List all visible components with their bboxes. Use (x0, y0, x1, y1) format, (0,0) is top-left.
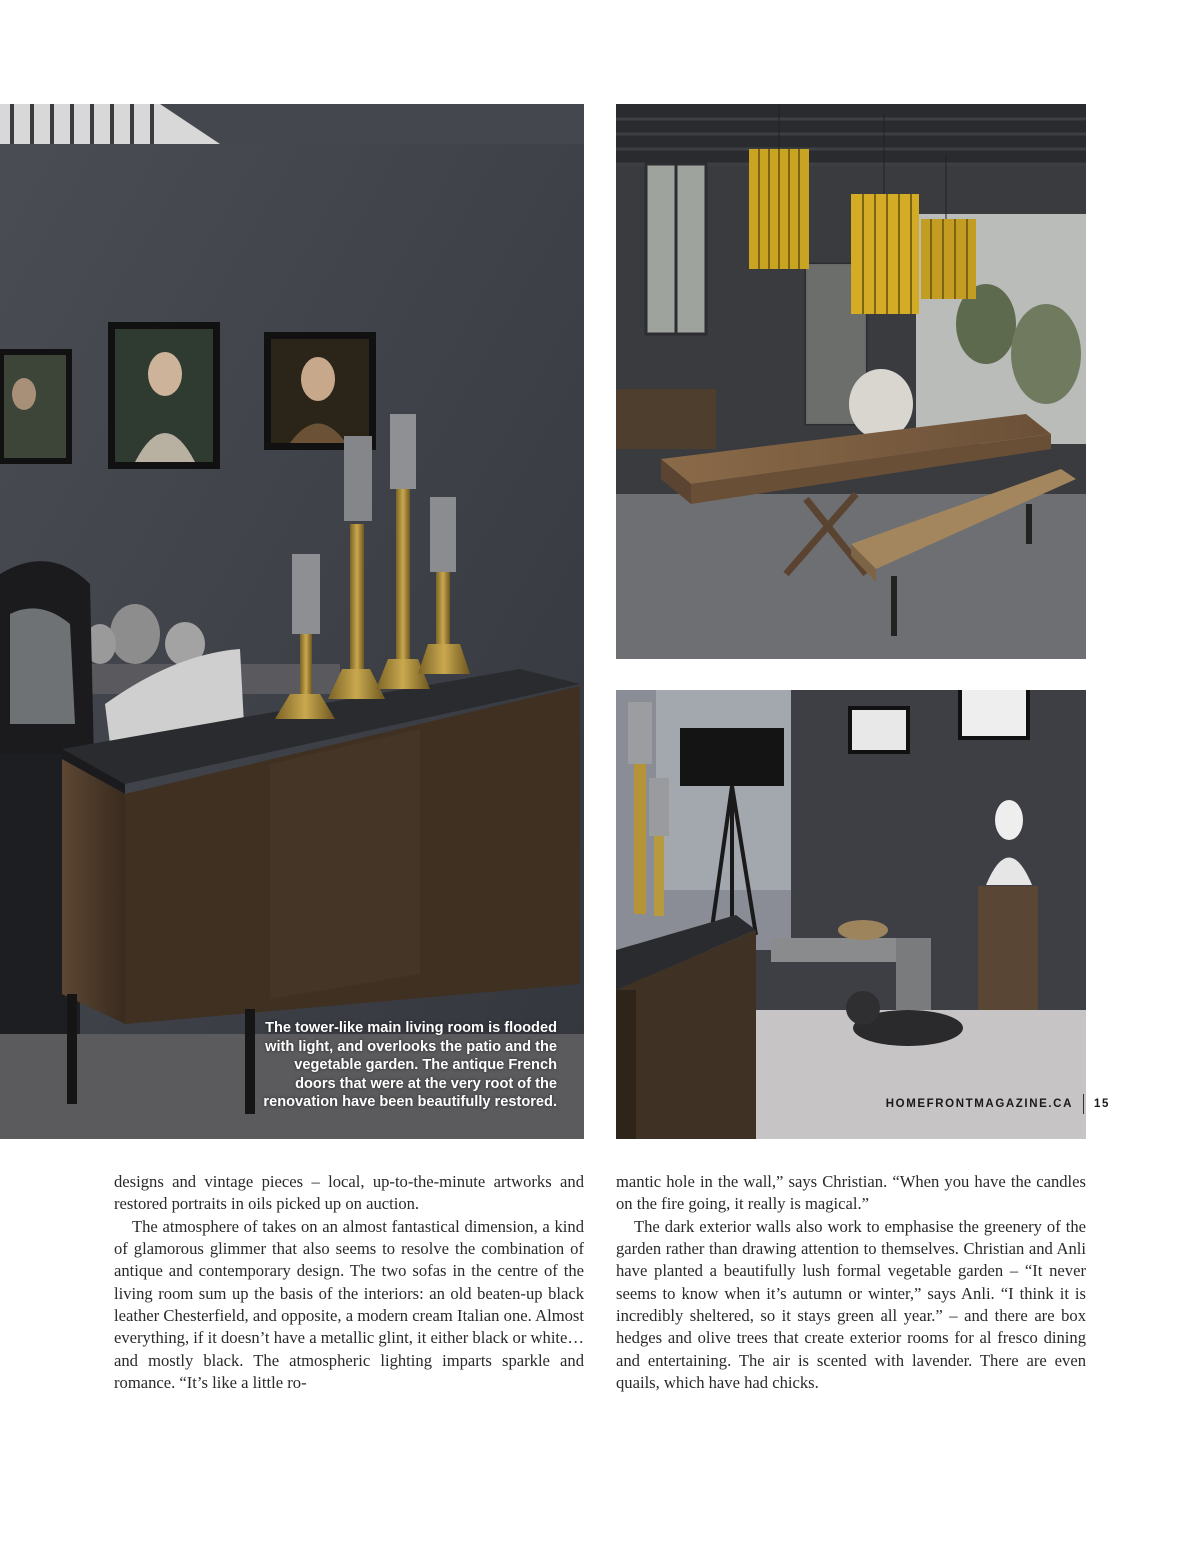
paragraph: designs and vintage pieces – local, up-to-the-minute artworks and restored portraits in oils picked up on auction. (114, 1172, 584, 1214)
photo-caption: The tower-like main living room is flooded with light, and overlooks the patio and the vegetable garden. The antique French doors that were at the very root of the renovation have been beautifully restored. (263, 1020, 557, 1111)
page-footer (886, 1094, 1110, 1114)
corner-with-dog-photo (616, 690, 1086, 1139)
paragraph: The atmosphere of takes on an almost fantastical dimension, a kind of glamorous glimmer that also seems to resolve the combination of antique and contemporary design. The two sofas in the centre of the living room sum up the basis of the interiors: an old beaten-up black leather Chesterfield, and opposite, a modern cream Italian one. Almost everything, if it doesn’t have a metallic glint, it either black or white… and mostly black. The atmospheric lighting imparts sparkle and romance. “It’s like a little ro- (114, 1216, 584, 1393)
article-right-column (616, 1171, 1086, 1394)
article-left-column (114, 1171, 584, 1394)
paragraph: The dark exterior walls also work to emphasise the greenery of the garden rather than drawing attention to themselves. Christian and Anli have planted a beautifully lush formal vegetable garden – “It never seems to know when it’s autumn or winter,” says Anli. “I think it is incredibly sheltered, so it stays green all year.” – and there are box hedges and olive trees that create exterior rooms for al fresco dining and entertaining. The air is scented with lavender. There are even quails, which have had chicks. (616, 1216, 1086, 1393)
footer-divider (1083, 1094, 1084, 1114)
living-room-photo (0, 104, 584, 1139)
dining-area-photo (616, 104, 1086, 659)
page-number: 15 (1094, 1098, 1110, 1110)
website-url: HOMEFRONTMAGAZINE.CA (885, 1098, 1073, 1110)
paragraph: mantic hole in the wall,” says Christian. “When you have the candles on the fire going, it really is magical.” (616, 1172, 1086, 1214)
